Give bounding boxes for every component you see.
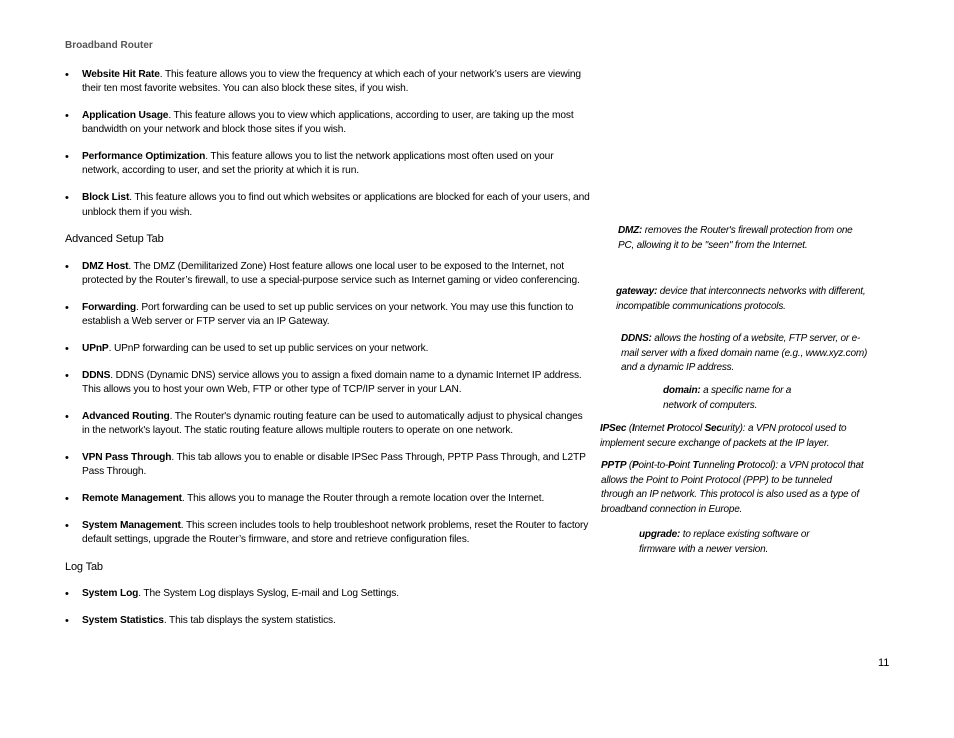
glossary-term: DDNS: — [621, 333, 652, 344]
glossary-definition: allows the hosting of a website, FTP server, or e-mail server with a fixed domain name (e.g., www.xyz.com) and a dynamic IP address. — [621, 333, 868, 374]
item-term: VPN Pass Through — [82, 451, 172, 463]
page-number: 11 — [878, 657, 890, 669]
glossary-acronym-letter: P — [632, 460, 639, 471]
item-text: . This feature allows you to list the network applications most often used on your network, according to user, and set the priority at which it is run. — [82, 151, 554, 177]
item-text: . The DMZ (Demilitarized Zone) Host feature allows one local user to be exposed to the Internet, not protected by the Router’s firewall, to use a special-purpose service such as Internet gaming or video conferencing. — [82, 260, 580, 286]
item-text: . UPnP forwarding can be used to set up public services on your network. — [108, 342, 429, 354]
item-text: . This screen includes tools to help troubleshoot network problems, reset the Router to factory default settings, upgrade the Router’s firmware, and store and retrieve configuration files. — [82, 519, 589, 546]
item-text: . This allows you to manage the Router through a remote location over the Internet. — [181, 492, 545, 504]
item-term: System Management — [82, 519, 181, 531]
item-term: Block List — [82, 192, 130, 204]
item-term: Performance Optimization — [82, 151, 206, 163]
list-item — [65, 68, 590, 97]
list-item — [65, 342, 590, 356]
glossary-text: ( — [626, 460, 633, 471]
glossary-acronym-letter: Sec — [704, 423, 722, 434]
item-term: Remote Management — [82, 492, 182, 504]
item-term: DMZ Host — [82, 260, 129, 272]
item-text: . This tab displays the system statistics. — [163, 614, 336, 626]
list-item — [65, 410, 590, 439]
log-tab-list — [65, 587, 590, 628]
item-term: DDNS — [82, 369, 111, 381]
item-term: Forwarding — [82, 301, 136, 313]
glossary-ddns — [621, 332, 869, 376]
glossary-dmz — [618, 224, 868, 253]
glossary-term: IPSec — [600, 423, 627, 434]
glossary-text: nternet — [634, 423, 667, 434]
glossary-term: gateway: — [616, 286, 658, 297]
glossary-text: oint — [674, 460, 693, 471]
item-term: System Statistics — [82, 614, 164, 626]
item-term: Application Usage — [82, 110, 169, 122]
glossary-text: rotocol — [673, 423, 705, 434]
list-item — [65, 301, 590, 330]
list-item — [65, 369, 590, 398]
glossary-text: unneling — [698, 460, 738, 471]
item-term: System Log — [82, 588, 139, 600]
item-text: . Port forwarding can be used to set up public services on your network. You may use this function to establish a Web server or FTP server via an IP Gateway. — [82, 301, 574, 328]
section-heading-advanced-setup: Advanced Setup Tab — [65, 233, 164, 246]
list-item — [65, 614, 590, 628]
glossary-term: DMZ: — [618, 225, 643, 236]
item-text: . This feature allows you to find out which websites or applications are blocked for each of your users, and unblock them if you wish. — [82, 192, 590, 218]
list-item — [65, 260, 590, 289]
reports-feature-list — [65, 68, 590, 220]
glossary-upgrade — [639, 528, 829, 557]
glossary-acronym-letter: P — [737, 460, 744, 471]
running-header: Broadband Router — [65, 40, 153, 51]
item-text: . The System Log displays Syslog, E-mail and Log Settings. — [138, 588, 399, 600]
item-text: . The Router's dynamic routing feature can be used to automatically adjust to physical changes in the network's layout. The static routing feature allows multiple routers to operate on one network. — [82, 410, 583, 437]
item-term: UPnP — [82, 342, 109, 354]
glossary-definition: removes the Router's firewall protection from one PC, allowing it to be "seen" from the Internet. — [618, 225, 853, 251]
item-text: . This feature allows you to view the frequency at which each of your network’s users are viewing their ten most favorite websites. You can also block these sites, if you wish. — [82, 69, 581, 95]
glossary-definition: device that interconnects networks with different, incompatible communications protocols. — [616, 286, 866, 312]
item-term: Website Hit Rate — [82, 69, 160, 80]
glossary-pptp — [601, 459, 866, 518]
glossary-ipsec — [600, 422, 872, 451]
item-text: . This feature allows you to view which applications, according to user, are taking up the most bandwidth on your network and block those sites if you wish. — [82, 110, 574, 136]
section-heading-log-tab: Log Tab — [65, 560, 103, 573]
glossary-definition: a specific name for a network of computers. — [663, 385, 792, 411]
glossary-term: PPTP — [601, 460, 627, 471]
glossary-gateway — [616, 285, 866, 314]
glossary-text: rotocol): a VPN protocol that allows the Point to Point Protocol (PPP) to be tunneled through an IP network. This protocol is also used as a type of broadband connection in Europe. — [601, 460, 864, 516]
list-item — [65, 191, 590, 220]
list-item — [65, 492, 590, 506]
item-term: Advanced Routing — [82, 410, 170, 422]
glossary-acronym-letter: T — [692, 460, 699, 471]
glossary-definition: to replace existing software or firmware with a newer version. — [639, 529, 810, 555]
glossary-acronym-letter: I — [631, 423, 635, 434]
list-item — [65, 451, 590, 480]
glossary-text: ( — [626, 423, 632, 434]
glossary-acronym-letter: P — [668, 460, 675, 471]
list-item — [65, 519, 590, 548]
item-text: . DDNS (Dynamic DNS) service allows you to assign a fixed domain name to a dynamic Internet IP address. This allows you to host your own Web, FTP or other type of TCP/IP server in your LAN. — [82, 369, 582, 395]
glossary-acronym-letter: P — [666, 423, 674, 434]
list-item — [65, 109, 590, 138]
list-item — [65, 587, 590, 601]
advanced-setup-list — [65, 260, 590, 548]
glossary-domain — [663, 384, 823, 413]
glossary-text: oint-to- — [638, 460, 669, 471]
list-item — [65, 150, 590, 179]
glossary-term: domain: — [663, 385, 701, 396]
main-content — [65, 68, 590, 641]
glossary-text: urity): a VPN protocol used to implement secure exchange of packets at the IP layer. — [600, 423, 847, 449]
glossary-term: upgrade: — [639, 529, 681, 540]
item-text: . This tab allows you to enable or disable IPSec Pass Through, PPTP Pass Through, and L2TP Pass Through. — [82, 451, 586, 478]
